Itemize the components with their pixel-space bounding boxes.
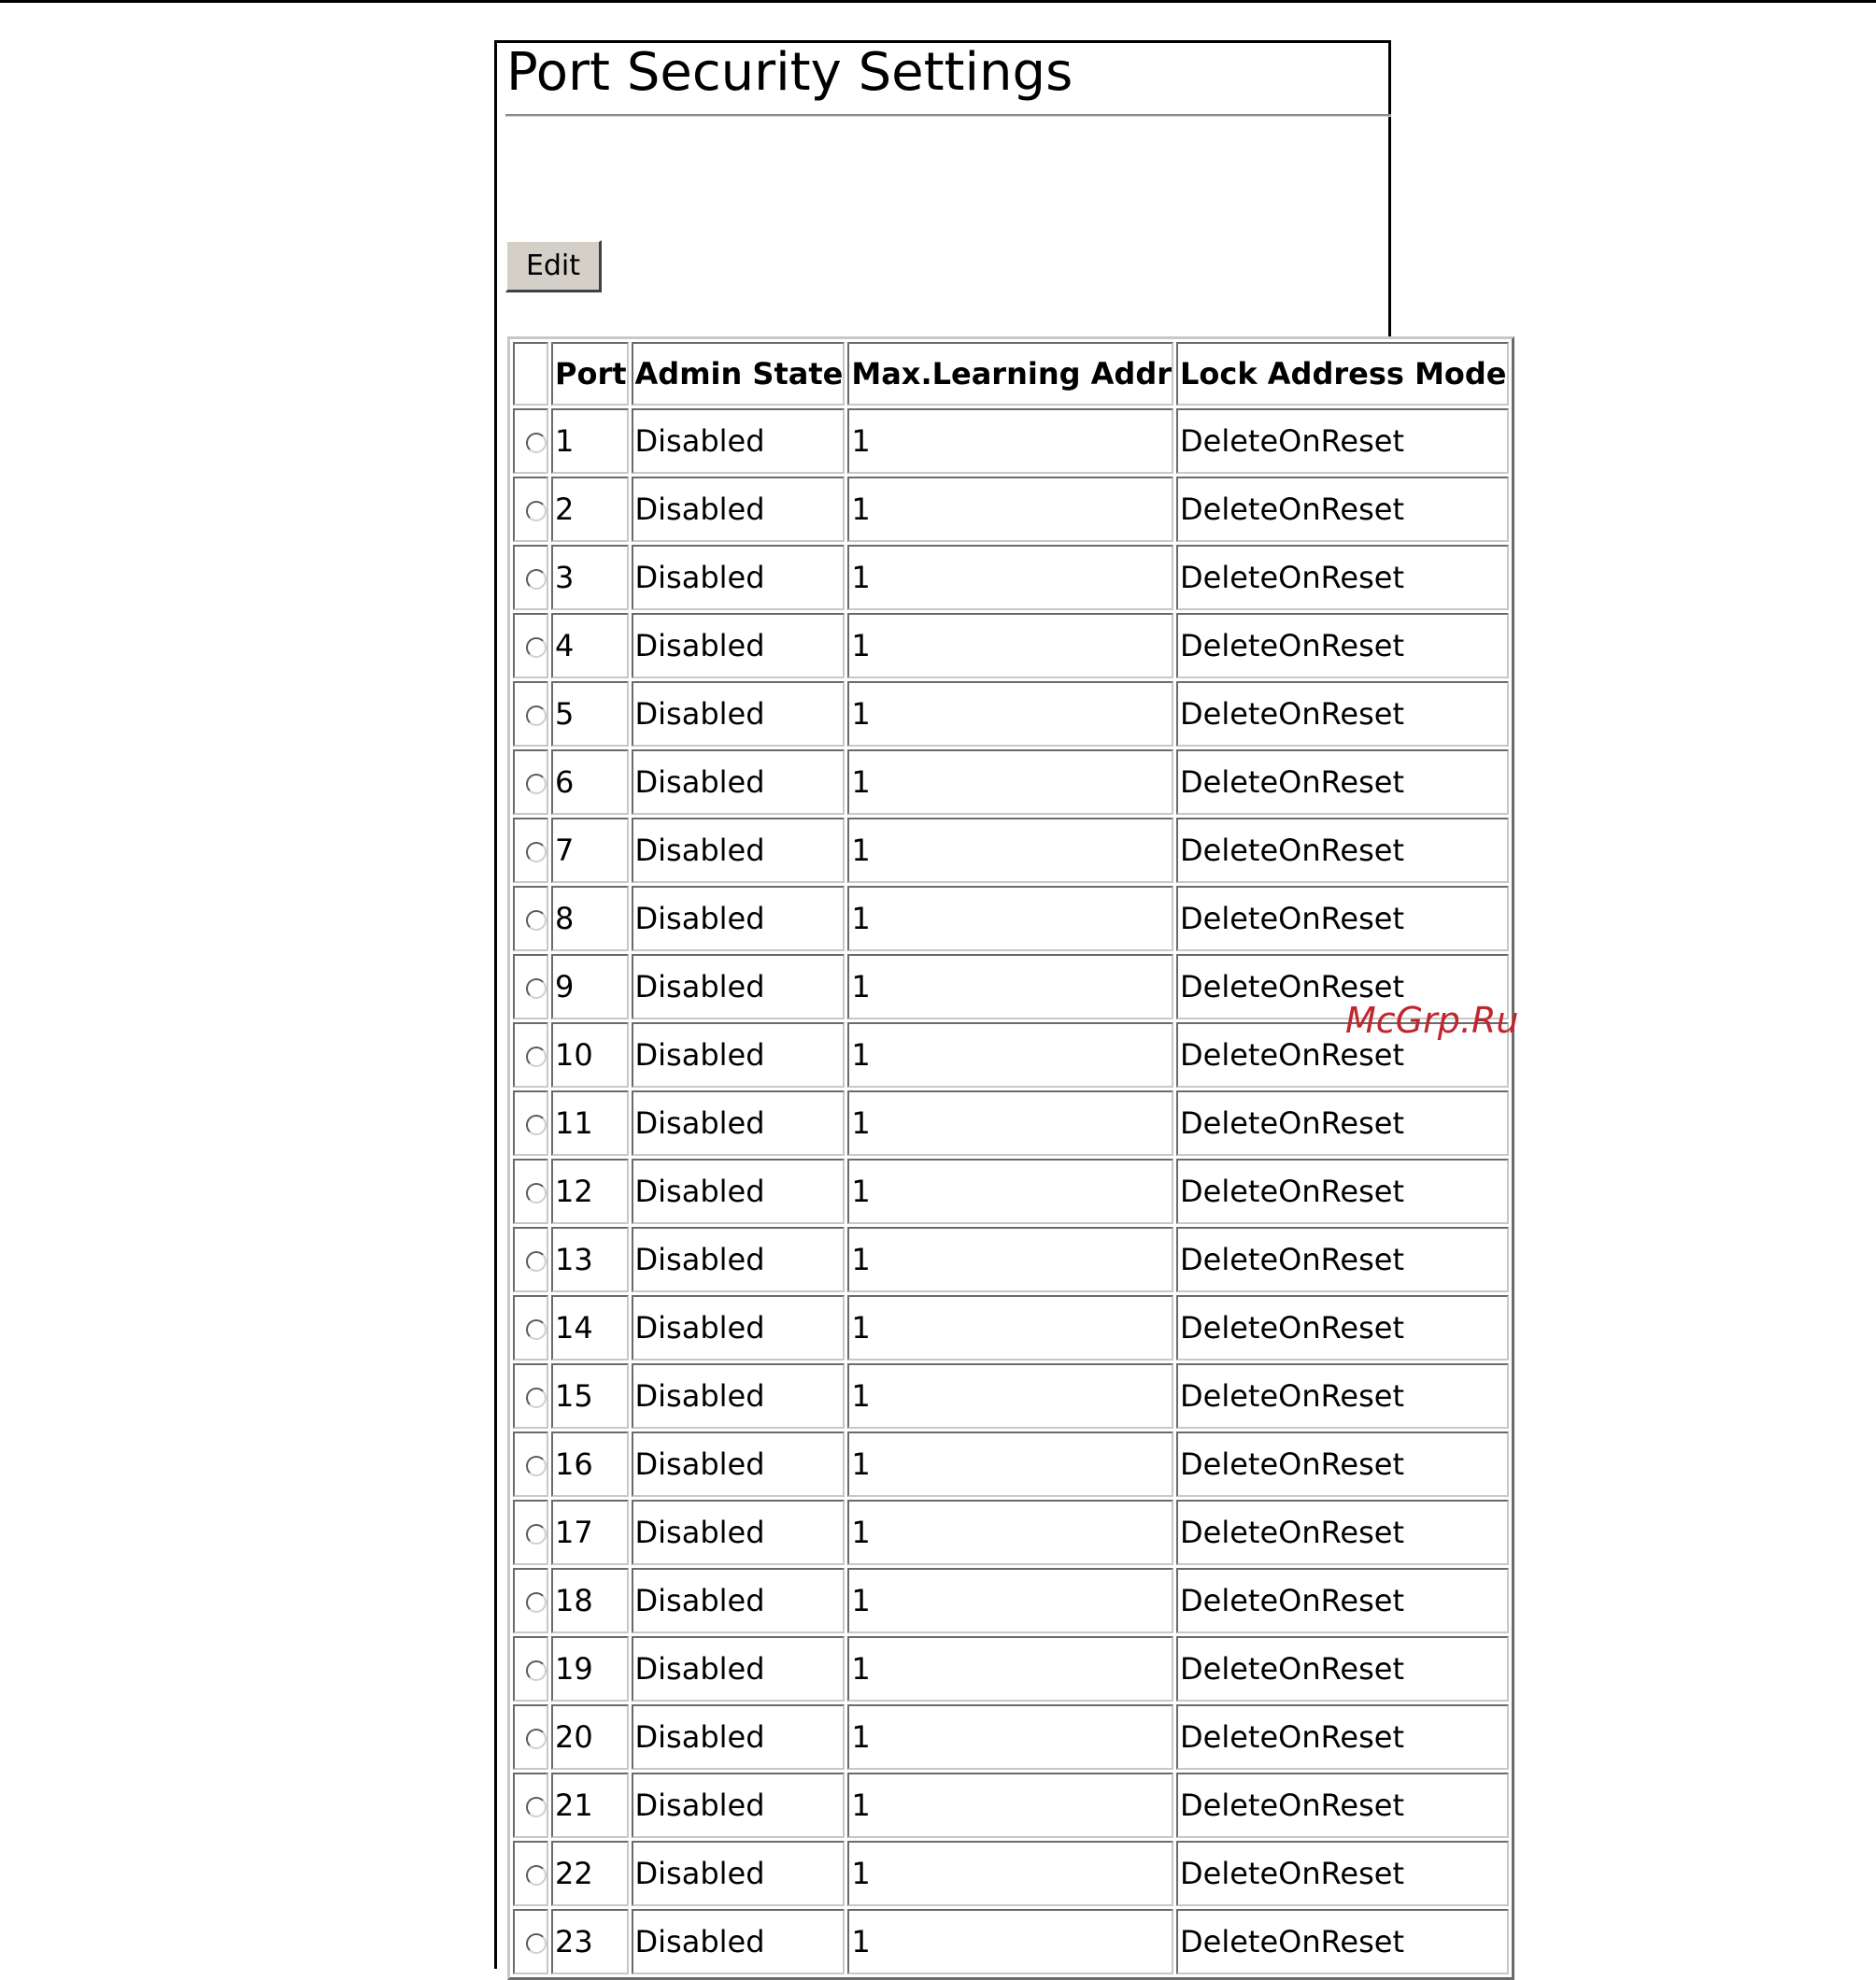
title-divider: [505, 114, 1391, 117]
lock-mode-cell: DeleteOnReset: [1176, 1432, 1509, 1497]
port-radio-button[interactable]: [526, 1115, 547, 1135]
page-title: Port Security Settings: [506, 42, 1073, 103]
max-learning-cell: 1: [847, 1022, 1173, 1088]
row-select-cell: [513, 681, 548, 747]
header-port: Port: [551, 342, 629, 406]
port-cell: 12: [551, 1159, 629, 1224]
port-radio-button[interactable]: [526, 501, 547, 521]
port-cell: 7: [551, 818, 629, 883]
max-learning-cell: 1: [847, 477, 1173, 542]
table-row[interactable]: [513, 1227, 1509, 1292]
max-learning-cell: 1: [847, 1636, 1173, 1702]
table-row[interactable]: [513, 1295, 1509, 1360]
header-max-learning-addr: Max.Learning Addr: [847, 342, 1173, 406]
lock-mode-cell: DeleteOnReset: [1176, 1022, 1509, 1088]
table-row[interactable]: [513, 477, 1509, 542]
max-learning-cell: 1: [847, 408, 1173, 474]
row-select-cell: [513, 477, 548, 542]
max-learning-cell: 1: [847, 1704, 1173, 1770]
port-cell: 9: [551, 954, 629, 1019]
max-learning-cell: 1: [847, 681, 1173, 747]
port-cell: 15: [551, 1363, 629, 1429]
port-cell: 2: [551, 477, 629, 542]
table-header-row: [513, 342, 1509, 406]
max-learning-cell: 1: [847, 1363, 1173, 1429]
max-learning-cell: 1: [847, 954, 1173, 1019]
max-learning-cell: 1: [847, 886, 1173, 951]
port-cell: 20: [551, 1704, 629, 1770]
row-select-cell: [513, 1432, 548, 1497]
lock-mode-cell: DeleteOnReset: [1176, 818, 1509, 883]
port-cell: 11: [551, 1090, 629, 1156]
port-cell: 18: [551, 1568, 629, 1633]
top-divider: [0, 0, 1876, 3]
row-select-cell: [513, 1363, 548, 1429]
lock-mode-cell: DeleteOnReset: [1176, 1363, 1509, 1429]
row-select-cell: [513, 1500, 548, 1565]
port-radio-button[interactable]: [526, 1456, 547, 1476]
port-cell: 23: [551, 1909, 629, 1974]
lock-mode-cell: DeleteOnReset: [1176, 613, 1509, 678]
table-row[interactable]: [513, 1432, 1509, 1497]
port-cell: 1: [551, 408, 629, 474]
row-select-cell: [513, 1841, 548, 1906]
max-learning-cell: 1: [847, 1841, 1173, 1906]
admin-state-cell: Disabled: [632, 1090, 846, 1156]
admin-state-cell: Disabled: [632, 1227, 846, 1292]
port-radio-button[interactable]: [526, 774, 547, 794]
port-cell: 4: [551, 613, 629, 678]
header-lock-address-mode: Lock Address Mode: [1176, 342, 1509, 406]
admin-state-cell: Disabled: [632, 1568, 846, 1633]
admin-state-cell: Disabled: [632, 1909, 846, 1974]
port-radio-button[interactable]: [526, 842, 547, 862]
lock-mode-cell: DeleteOnReset: [1176, 749, 1509, 815]
header-admin-state: Admin State: [632, 342, 846, 406]
port-radio-button[interactable]: [526, 1660, 547, 1681]
table-row[interactable]: [513, 1773, 1509, 1838]
watermark-text: McGrp.Ru: [1345, 1000, 1519, 1041]
max-learning-cell: 1: [847, 1432, 1173, 1497]
lock-mode-cell: DeleteOnReset: [1176, 954, 1509, 1019]
max-learning-cell: 1: [847, 1295, 1173, 1360]
lock-mode-cell: DeleteOnReset: [1176, 1227, 1509, 1292]
max-learning-cell: 1: [847, 1500, 1173, 1565]
port-cell: 17: [551, 1500, 629, 1565]
admin-state-cell: Disabled: [632, 1500, 846, 1565]
table-row[interactable]: [513, 886, 1509, 951]
admin-state-cell: Disabled: [632, 545, 846, 610]
port-radio-button[interactable]: [526, 1524, 547, 1545]
port-radio-button[interactable]: [526, 1933, 547, 1954]
port-cell: 16: [551, 1432, 629, 1497]
port-radio-button[interactable]: [526, 637, 547, 658]
max-learning-cell: 1: [847, 1773, 1173, 1838]
lock-mode-cell: DeleteOnReset: [1176, 1295, 1509, 1360]
lock-mode-cell: DeleteOnReset: [1176, 1568, 1509, 1633]
port-radio-button[interactable]: [526, 1865, 547, 1886]
lock-mode-cell: DeleteOnReset: [1176, 408, 1509, 474]
admin-state-cell: Disabled: [632, 477, 846, 542]
table-row[interactable]: [513, 1363, 1509, 1429]
port-radio-button[interactable]: [526, 705, 547, 726]
admin-state-cell: Disabled: [632, 818, 846, 883]
row-select-cell: [513, 613, 548, 678]
admin-state-cell: Disabled: [632, 1704, 846, 1770]
port-radio-button[interactable]: [526, 1183, 547, 1204]
port-cell: 19: [551, 1636, 629, 1702]
admin-state-cell: Disabled: [632, 1432, 846, 1497]
admin-state-cell: Disabled: [632, 1295, 846, 1360]
admin-state-cell: Disabled: [632, 1841, 846, 1906]
table-row[interactable]: [513, 613, 1509, 678]
row-select-cell: [513, 1295, 548, 1360]
row-select-cell: [513, 1909, 548, 1974]
table-row[interactable]: [513, 749, 1509, 815]
port-security-table: [507, 336, 1514, 1980]
table-row[interactable]: [513, 818, 1509, 883]
table-row[interactable]: [513, 1090, 1509, 1156]
row-select-cell: [513, 818, 548, 883]
table-row[interactable]: [513, 1636, 1509, 1702]
admin-state-cell: Disabled: [632, 1773, 846, 1838]
port-radio-button[interactable]: [526, 1797, 547, 1817]
port-cell: 22: [551, 1841, 629, 1906]
port-radio-button[interactable]: [526, 1729, 547, 1749]
port-radio-button[interactable]: [526, 978, 547, 999]
max-learning-cell: 1: [847, 1568, 1173, 1633]
admin-state-cell: Disabled: [632, 408, 846, 474]
row-select-cell: [513, 1227, 548, 1292]
row-select-cell: [513, 1773, 548, 1838]
header-select: [513, 342, 548, 406]
port-cell: 5: [551, 681, 629, 747]
max-learning-cell: 1: [847, 613, 1173, 678]
max-learning-cell: 1: [847, 1909, 1173, 1974]
port-cell: 10: [551, 1022, 629, 1088]
max-learning-cell: 1: [847, 545, 1173, 610]
lock-mode-cell: DeleteOnReset: [1176, 886, 1509, 951]
table-row[interactable]: [513, 545, 1509, 610]
port-cell: 3: [551, 545, 629, 610]
table-row[interactable]: [513, 1500, 1509, 1565]
port-radio-button[interactable]: [526, 1319, 547, 1340]
port-radio-button[interactable]: [526, 1388, 547, 1408]
port-radio-button[interactable]: [526, 1592, 547, 1613]
port-radio-button[interactable]: [526, 910, 547, 931]
port-cell: 14: [551, 1295, 629, 1360]
row-select-cell: [513, 408, 548, 474]
admin-state-cell: Disabled: [632, 613, 846, 678]
max-learning-cell: 1: [847, 1159, 1173, 1224]
port-cell: 8: [551, 886, 629, 951]
row-select-cell: [513, 1090, 548, 1156]
lock-mode-cell: DeleteOnReset: [1176, 1500, 1509, 1565]
admin-state-cell: Disabled: [632, 681, 846, 747]
row-select-cell: [513, 1568, 548, 1633]
table-row[interactable]: [513, 408, 1509, 474]
table-row[interactable]: [513, 681, 1509, 747]
lock-mode-cell: DeleteOnReset: [1176, 1704, 1509, 1770]
admin-state-cell: Disabled: [632, 1022, 846, 1088]
row-select-cell: [513, 1159, 548, 1224]
admin-state-cell: Disabled: [632, 886, 846, 951]
max-learning-cell: 1: [847, 818, 1173, 883]
lock-mode-cell: DeleteOnReset: [1176, 545, 1509, 610]
admin-state-cell: Disabled: [632, 1363, 846, 1429]
lock-mode-cell: DeleteOnReset: [1176, 1773, 1509, 1838]
port-radio-button[interactable]: [526, 433, 547, 453]
row-select-cell: [513, 749, 548, 815]
max-learning-cell: 1: [847, 749, 1173, 815]
row-select-cell: [513, 1022, 548, 1088]
lock-mode-cell: DeleteOnReset: [1176, 477, 1509, 542]
row-select-cell: [513, 954, 548, 1019]
max-learning-cell: 1: [847, 1227, 1173, 1292]
row-select-cell: [513, 1704, 548, 1770]
table-row[interactable]: [513, 1159, 1509, 1224]
lock-mode-cell: DeleteOnReset: [1176, 1909, 1509, 1974]
lock-mode-cell: DeleteOnReset: [1176, 1090, 1509, 1156]
max-learning-cell: 1: [847, 1090, 1173, 1156]
table-row[interactable]: [513, 1568, 1509, 1633]
table-row[interactable]: [513, 1841, 1509, 1906]
row-select-cell: [513, 1636, 548, 1702]
admin-state-cell: Disabled: [632, 1159, 846, 1224]
admin-state-cell: Disabled: [632, 954, 846, 1019]
port-cell: 21: [551, 1773, 629, 1838]
lock-mode-cell: DeleteOnReset: [1176, 681, 1509, 747]
admin-state-cell: Disabled: [632, 749, 846, 815]
admin-state-cell: Disabled: [632, 1636, 846, 1702]
port-radio-button[interactable]: [526, 1251, 547, 1272]
port-radio-button[interactable]: [526, 569, 547, 590]
port-radio-button[interactable]: [526, 1047, 547, 1067]
port-cell: 13: [551, 1227, 629, 1292]
settings-panel: [494, 40, 1519, 1969]
lock-mode-cell: DeleteOnReset: [1176, 1841, 1509, 1906]
row-select-cell: [513, 886, 548, 951]
port-cell: 6: [551, 749, 629, 815]
table-row[interactable]: [513, 1909, 1509, 1974]
edit-button[interactable]: Edit: [505, 240, 602, 292]
table-row[interactable]: [513, 1704, 1509, 1770]
lock-mode-cell: DeleteOnReset: [1176, 1159, 1509, 1224]
row-select-cell: [513, 545, 548, 610]
lock-mode-cell: DeleteOnReset: [1176, 1636, 1509, 1702]
